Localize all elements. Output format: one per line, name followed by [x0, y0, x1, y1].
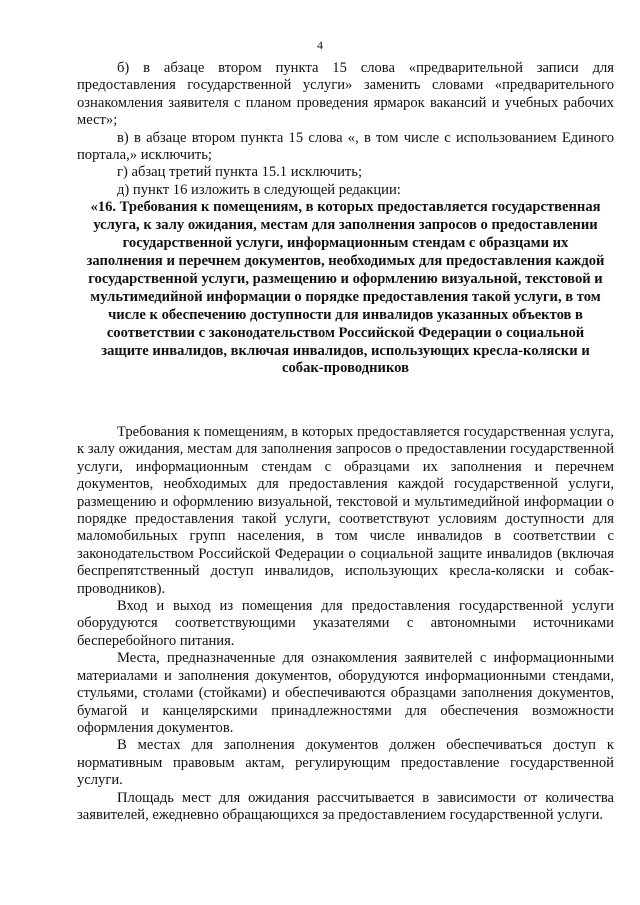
section-16-body: [77, 424, 614, 824]
section-paragraph: Вход и выход из помещения для предоставления государственной услуги оборудуются соответствующими указателями с автономными источниками бесперебойного питания.: [77, 598, 614, 649]
section-paragraph: Площадь мест для ожидания рассчитывается в зависимости от количества заявителей, ежедневно обращающихся за предоставлением государственной услуги.: [77, 789, 614, 823]
amendment-v: в) в абзаце втором пункта 15 слова «, в том числе с использованием Единого портала,» исключить;: [77, 129, 614, 164]
amendment-b: б) в абзаце втором пункта 15 слова «предварительной записи для предоставления государственной услуги» заменить словами «предварительного ознакомления заявителя с планом проведения ярмарок вакансий и учебных рабочих мест»;: [77, 60, 614, 129]
section-paragraph: Места, предназначенные для ознакомления заявителей с информационными материалами и заполнения документов, оборудуются информационными стендами, стульями, столами (стойками) и обеспечиваются образцами заполнения документов, бумагой и канцелярскими принадлежностями для обеспечения возможности оформления документов.: [77, 650, 614, 736]
section-paragraph: В местах для заполнения документов должен обеспечиваться доступ к нормативным правовым актам, регулирующим предоставление государственной услуги.: [77, 737, 614, 789]
section-16-heading: «16. Требования к помещениям, в которых предоставляется государственная услуга, к залу ожидания, местам для заполнения запросов о предоставлении государственной услуги, информационным стендам с образцами их заполнения и перечнем документов, необходимых для предоставления каждой государственной услуги, размещению и оформлению визуальной, текстовой и мультимедийной информации о порядке предоставления такой услуги, в том числе к обеспечению доступности для инвалидов указанных объектов в соответствии с законодательством Российской Федерации о социальной защите инвалидов, включая инвалидов, использующих кресла-коляски и собак-проводников: [86, 199, 605, 377]
amendments-block: [77, 60, 614, 378]
amendment-g: г) абзац третий пункта 15.1 исключить;: [117, 164, 363, 181]
section-paragraph: Требования к помещениям, в которых предоставляется государственная услуга, к залу ожидания, местам для заполнения запросов о предоставлении государственной услуги, информационным стендам с образцами их заполнения и перечнем документов, необходимых для предоставления каждой государственной услуги, размещению и оформлению визуальной, текстовой и мультимедийной информации о порядке предоставления такой услуги, соответствуют условиям доступности для маломобильных групп населения, в том числе инвалидов в соответствии с законодательством Российской Федерации о социальной защите инвалидов (включая беспрепятственный доступ инвалидов, использующих кресла-коляски и собак-проводников).: [77, 424, 614, 597]
page-number: 4: [317, 38, 323, 52]
amendment-d: д) пункт 16 изложить в следующей редакции:: [117, 181, 401, 198]
